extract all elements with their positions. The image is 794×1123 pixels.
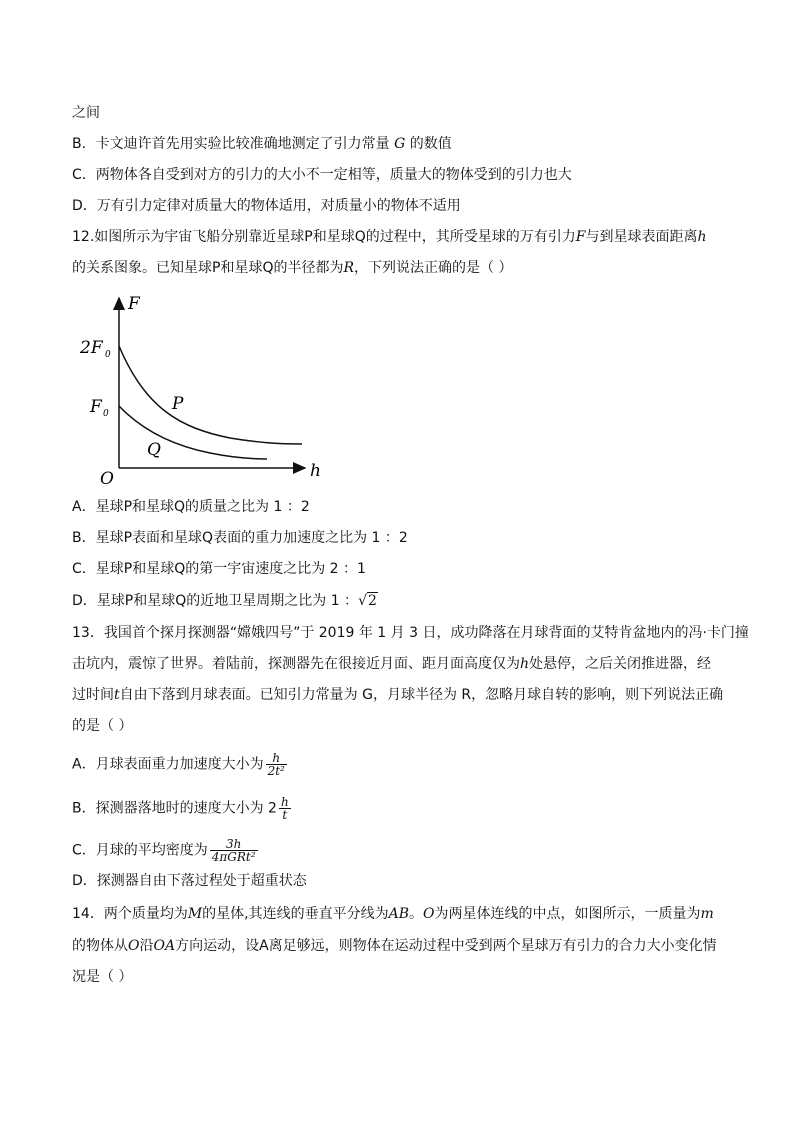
- curve-p-label: P: [172, 394, 184, 414]
- tick-f0-sub: 0: [103, 409, 109, 419]
- q13-stem-line3: 过时间t自由下落到月球表面。已知引力常量为 G，月球半径为 R，忽略月球自转的影响，则下列说法正确: [72, 687, 724, 703]
- q12-stem-line2: 的关系图象。已知星球P和星球Q的半径都为R，下列说法正确的是（ ）: [72, 260, 513, 276]
- q12-option-b: B．星球P表面和星球Q表面的重力加速度之比为 1 ：2: [72, 530, 408, 546]
- origin-label: O: [100, 469, 114, 489]
- q13-stem-line2: 击坑内，震惊了世界。着陆前，探测器先在很接近月面、距月面高度仅为h处悬停，之后关闭推进器，经: [72, 656, 712, 672]
- x-axis-label: h: [310, 461, 321, 481]
- tick-2f0: 2F: [80, 338, 103, 358]
- tick-f0: F: [90, 397, 102, 417]
- q12-option-a: A．星球P和星球Q的质量之比为 1 ：2: [72, 499, 310, 515]
- q14-stem-line2: 的物体从O沿OA方向运动，设A离足够远，则物体在运动过程中受到两个星球万有引力的合力大小变化情: [72, 938, 717, 954]
- q12-graph: [70, 288, 340, 493]
- curve-q-label: Q: [147, 440, 161, 460]
- q12-option-c: C．星球P和星球Q的第一宇宙速度之比为 2 ：1: [72, 561, 366, 577]
- sqrt-symbol: √2: [358, 593, 377, 609]
- q11-option-b: B．卡文迪许首先用实验比较准确地测定了引力常量 G 的数值: [72, 136, 452, 152]
- q11-option-c: C．两物体各自受到对方的引力的大小不一定相等，质量大的物体受到的引力也大: [72, 167, 572, 183]
- tick-2f0-sub: 0: [105, 350, 111, 360]
- fraction: $\frac{h}{t}$: [280, 795, 289, 822]
- q13-option-d: D．探测器自由下落过程处于超重状态: [72, 873, 307, 889]
- q12-stem-line1: 12.如图所示为宇宙飞船分别靠近星球P和星球Q的过程中，其所受星球的万有引力F与到星球表面距离h: [72, 229, 707, 245]
- y-axis-label: F: [128, 294, 140, 314]
- q11-option-a-tail: 之间: [72, 105, 100, 121]
- q13-stem-line4: 的是（ ）: [72, 718, 133, 734]
- q11-option-d: D．万有引力定律对质量大的物体适用，对质量小的物体不适用: [72, 198, 461, 214]
- q13-stem-line1: 13．我国首个探月探测器“嫦娥四号”于 2019 年 1 月 3 日，成功降落在月球背面的艾特肯盆地内的冯·卡门撞: [72, 625, 749, 641]
- curve-q: [119, 406, 267, 459]
- q13-option-b: B．探测器落地时的速度大小为 2 $\frac{h}{t}$: [72, 795, 289, 822]
- fraction: $\frac{h}{\text{2t²}}$: [267, 751, 285, 778]
- fraction: $\frac{3h}{\text{4πGRt²}}$: [211, 837, 256, 864]
- q14-stem-line1: 14．两个质量均为M的星体,其连线的垂直平分线为AB。O为两星体连线的中点，如图所示，一质量为m: [72, 906, 714, 922]
- q14-stem-line3: 况是（ ）: [72, 969, 133, 985]
- q12-option-d: D．星球P和星球Q的近地卫星周期之比为 1 ：√2: [72, 593, 377, 609]
- q13-option-a: A．月球表面重力加速度大小为 $\frac{h}{\text{2t²}}$: [72, 751, 285, 778]
- q13-option-c: C．月球的平均密度为 $\frac{3h}{\text{4πGRt²}}$: [72, 837, 256, 864]
